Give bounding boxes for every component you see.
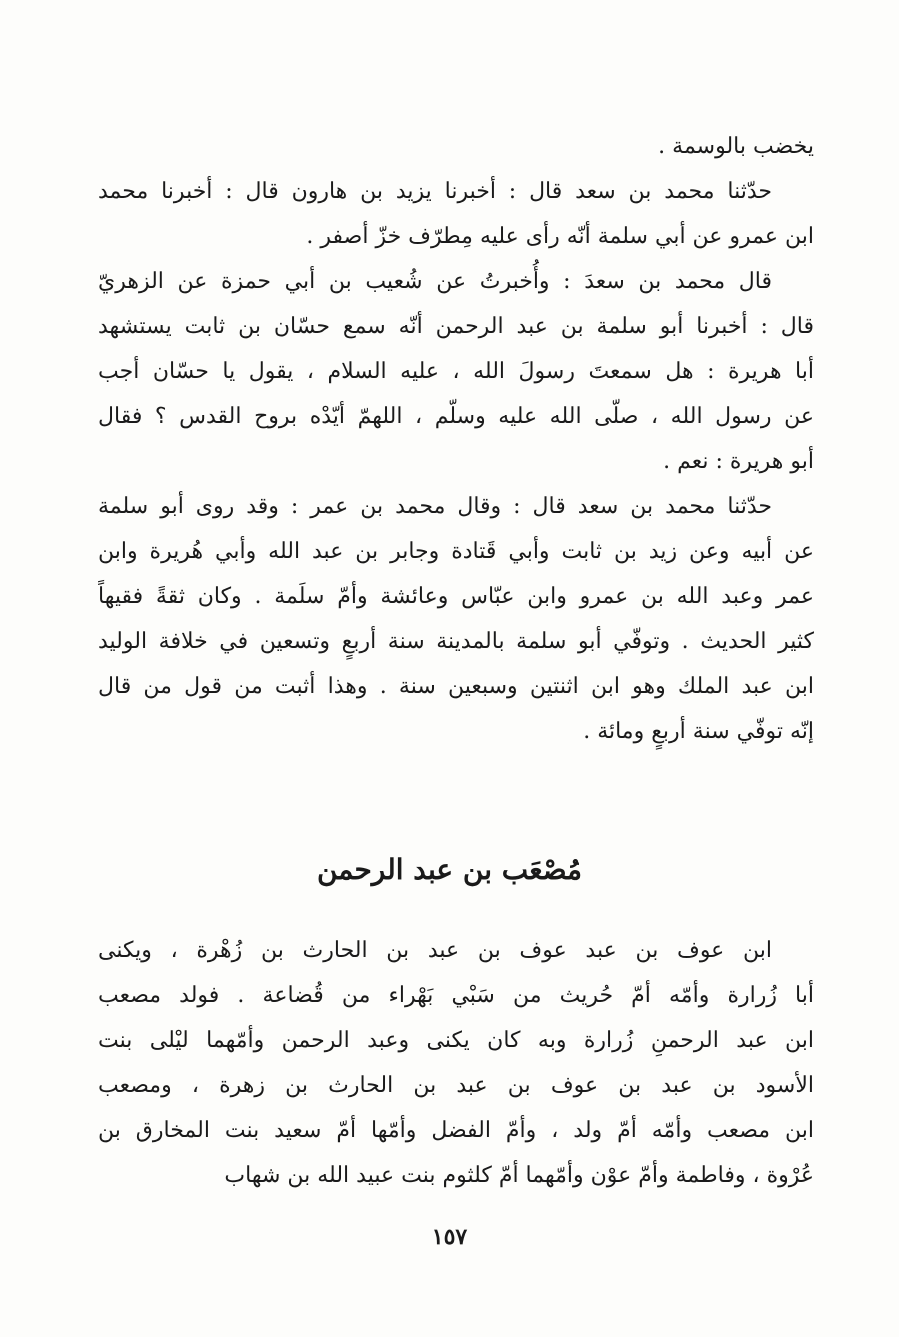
- text-line: ابن عوف بن عبد عوف بن عبد بن الحارث بن زُهْرة ، ويكنى: [98, 938, 772, 963]
- text-line: حدّثنا محمد بن سعد قال : وقال محمد بن عمر : وقد روى أبو سلمة: [98, 494, 772, 519]
- text-line: أبا زُرارة وأمّه أمّ حُريث من سَبْي بَهْراء من قُضاعة . فولد مصعب: [98, 983, 814, 1008]
- text-line: قال : أخبرنا أبو سلمة بن عبد الرحمن أنّه سمع حسّان بن ثابت يستشهد: [98, 314, 814, 339]
- text-line: عن رسول الله ، صلّى الله عليه وسلّم ، اللهمّ أيّدْه بروح القدس ؟ فقال: [98, 404, 814, 429]
- text-line: ابن مصعب وأمّه أمّ ولد ، وأمّ الفضل وأمّها أمّ سعيد بنت المخارق بن: [98, 1118, 814, 1143]
- text-line: عُرْوة ، وفاطمة وأمّ عوْن وأمّهما أمّ كلثوم بنت عبيد الله بن شهاب: [224, 1163, 814, 1188]
- body-text-top: [98, 124, 814, 754]
- text-line: قال محمد بن سعدَ : وأُخبرتُ عن شُعيب بن أبي حمزة عن الزهريّ: [98, 269, 772, 294]
- text-line: كثير الحديث . وتوفّي أبو سلمة بالمدينة سنة أربعٍ وتسعين في خلافة الوليد: [98, 629, 814, 654]
- text-line: حدّثنا محمد بن سعد قال : أخبرنا يزيد بن هارون قال : أخبرنا محمد: [98, 179, 772, 204]
- text-line: ابن عبد الملك وهو ابن اثنتين وسبعين سنة . وهذا أثبت من قول من قال: [98, 674, 814, 699]
- text-line: أبا هريرة : هل سمعتَ رسولَ الله ، عليه السلام ، يقول يا حسّان أجب: [98, 359, 814, 384]
- text-line: أبو هريرة : نعم .: [663, 449, 814, 474]
- paragraph: [98, 928, 814, 1198]
- paragraph: [98, 169, 814, 259]
- paragraph: [98, 484, 814, 754]
- text-line: إنّه توفّي سنة أربعٍ ومائة .: [583, 719, 814, 744]
- paragraph: [98, 259, 814, 484]
- text-line: عن أبيه وعن زيد بن ثابت وأبي قَتادة وجابر بن عبد الله وأبي هُريرة وابن: [98, 539, 814, 564]
- text-line: ابن عمرو عن أبي سلمة أنّه رأى عليه مِطرّف خزّ أصفر .: [306, 224, 814, 249]
- section-heading: مُصْعَب بن عبد الرحمن: [316, 853, 583, 886]
- text-line: الأسود بن عبد بن عوف بن عبد بن الحارث بن زهرة ، ومصعب: [98, 1073, 814, 1098]
- text-line: عمر وعبد الله بن عمرو وابن عبّاس وعائشة وأمّ سلَمة . وكان ثقةً فقيهاً: [98, 584, 814, 609]
- text-line: يخضب بالوسمة .: [658, 134, 814, 159]
- paragraph: [98, 124, 814, 169]
- body-text-bottom: [98, 928, 814, 1198]
- text-line: ابن عبد الرحمنِ زُرارة وبه كان يكنى وعبد الرحمن وأمّهما ليْلى بنت: [98, 1028, 814, 1053]
- page-number: ١٥٧: [431, 1224, 468, 1250]
